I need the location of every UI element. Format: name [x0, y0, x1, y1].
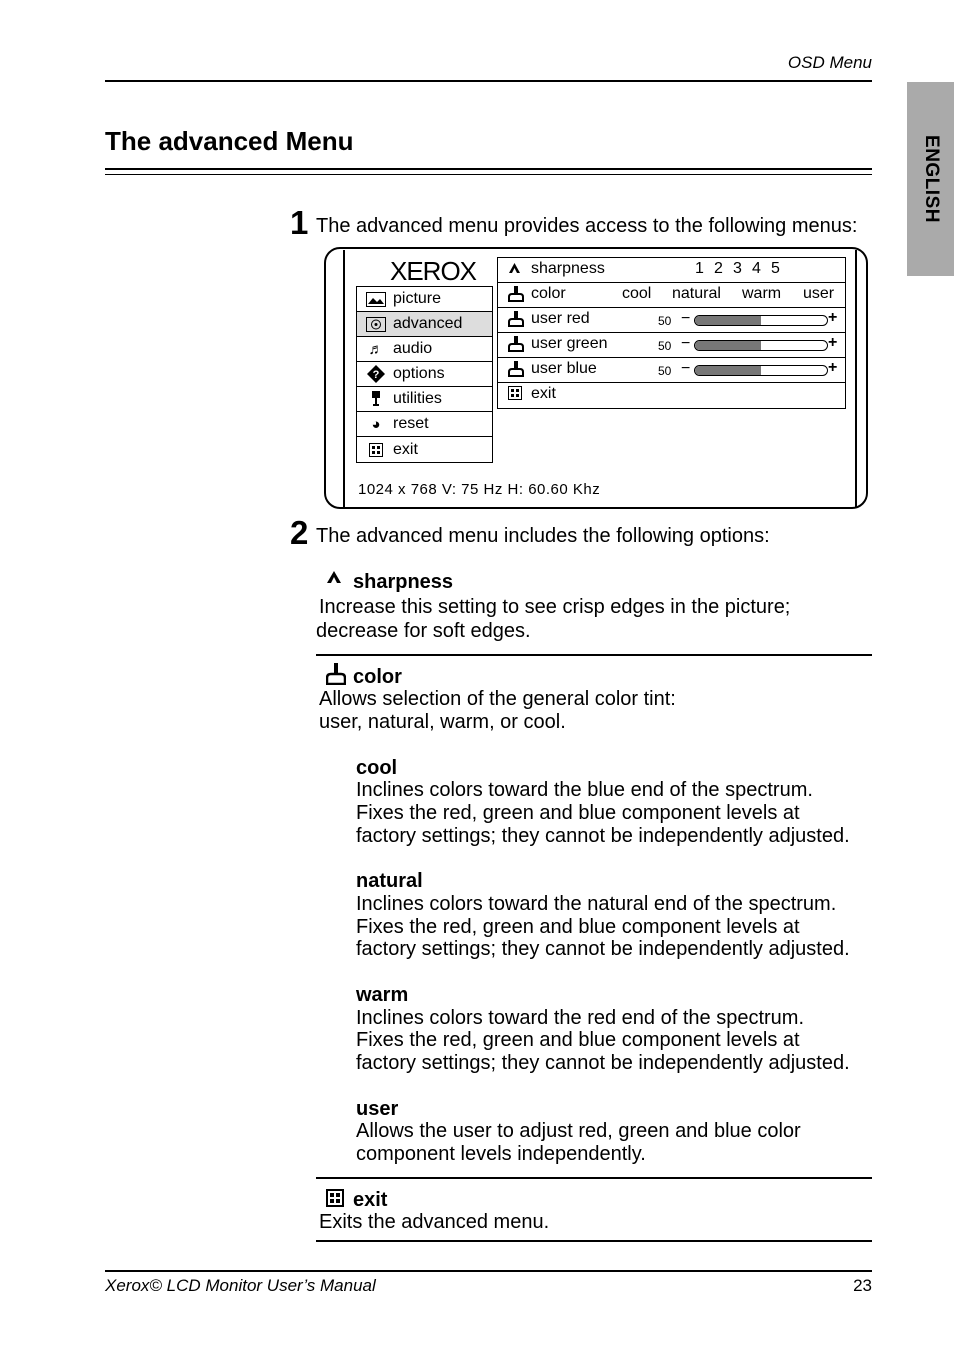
natural-desc-1: Inclines colors toward the natural end of the spectrum. — [356, 893, 837, 915]
exit-icon — [365, 443, 387, 457]
user-red-slider[interactable] — [694, 315, 828, 326]
options-icon — [365, 365, 387, 383]
user-green-slider-fill — [695, 341, 761, 350]
color-option-warm[interactable]: warm — [742, 285, 782, 302]
menu-item-options[interactable]: ? options — [357, 362, 492, 387]
user-red-increase[interactable]: + — [828, 309, 838, 326]
footer-rule — [105, 1270, 872, 1272]
user-blue-slider-fill — [695, 366, 761, 375]
cool-desc-2: Fixes the red, green and blue component levels at — [356, 802, 800, 824]
option-exit[interactable]: exit — [498, 383, 845, 408]
user-blue-slider[interactable] — [694, 365, 828, 376]
color-desc-2: user, natural, warm, or cool. — [319, 711, 566, 733]
advanced-icon — [365, 317, 387, 332]
user-green-decrease[interactable]: − — [681, 335, 691, 352]
osd-resolution-status: 1024 x 768 V: 75 Hz H: 60.60 Khz — [358, 481, 601, 498]
section-label: OSD Menu — [787, 53, 872, 72]
cool-heading: cool — [356, 757, 398, 779]
color-option-user[interactable]: user — [803, 285, 835, 302]
sharpness-desc-2: decrease for soft edges. — [316, 620, 531, 642]
osd-advanced-options — [497, 257, 846, 409]
color-icon — [508, 286, 524, 306]
cool-desc-3: factory settings; they cannot be independently adjusted. — [356, 825, 850, 847]
exit-desc: Exits the advanced menu. — [319, 1211, 550, 1233]
option-user-green[interactable]: user green 50 − + — [498, 333, 845, 358]
sharpness-level-3[interactable]: 3 — [733, 260, 742, 277]
color-option-natural[interactable]: natural — [672, 285, 721, 302]
sharpness-level-1[interactable]: 1 — [695, 260, 704, 277]
menu-item-advanced[interactable]: advanced — [357, 312, 492, 337]
warm-desc-1: Inclines colors toward the red end of the spectrum. — [356, 1007, 805, 1029]
exit-heading: exit — [353, 1189, 388, 1211]
step-1-text: The advanced menu provides access to the following menus: — [316, 215, 858, 237]
user-red-icon — [508, 311, 524, 331]
color-icon — [326, 663, 346, 690]
color-option-cool[interactable]: cool — [622, 285, 652, 302]
sharpness-heading: sharpness — [353, 571, 454, 593]
sharpness-desc-1: Increase this setting to see crisp edges in the picture; — [319, 596, 791, 618]
option-sharpness[interactable]: sharpness 1 2 3 4 5 — [498, 258, 845, 283]
sharpness-level-5[interactable]: 5 — [771, 260, 780, 277]
osd-main-menu — [356, 286, 493, 463]
sharpness-icon — [508, 261, 521, 278]
color-desc-1: Allows selection of the general color tint: — [319, 688, 676, 710]
exit-icon — [326, 1189, 344, 1212]
natural-desc-3: factory settings; they cannot be independently adjusted. — [356, 938, 850, 960]
user-heading: user — [356, 1098, 399, 1120]
option-color[interactable]: color cool natural warm user — [498, 283, 845, 308]
menu-item-reset[interactable]: ◕ reset — [357, 412, 492, 437]
cool-desc-1: Inclines colors toward the blue end of the spectrum. — [356, 779, 813, 801]
footer-title: Xerox© LCD Monitor User’s Manual — [105, 1276, 376, 1295]
color-heading: color — [353, 666, 402, 688]
step-2-number: 2 — [290, 514, 309, 551]
menu-item-utilities[interactable]: utilities — [357, 387, 492, 412]
header-rule — [105, 80, 872, 82]
audio-icon: ♬ — [368, 340, 384, 358]
sharpness-level-2[interactable]: 2 — [714, 260, 723, 277]
picture-icon — [365, 292, 387, 307]
exit-icon — [508, 386, 522, 404]
user-blue-icon — [508, 361, 524, 381]
user-green-slider[interactable] — [694, 340, 828, 351]
user-blue-value: 50 — [658, 364, 672, 378]
user-blue-decrease[interactable]: − — [681, 360, 691, 377]
xerox-logo: XEROX — [390, 256, 477, 286]
reset-icon: ◕ — [371, 415, 381, 433]
step-1-number: 1 — [290, 204, 309, 241]
divider — [316, 1240, 872, 1242]
divider — [316, 654, 872, 656]
natural-desc-2: Fixes the red, green and blue component levels at — [356, 916, 800, 938]
user-green-icon — [508, 336, 524, 356]
user-red-slider-fill — [695, 316, 761, 325]
user-blue-increase[interactable]: + — [828, 359, 838, 376]
warm-heading: warm — [356, 984, 409, 1006]
warm-desc-3: factory settings; they cannot be independently adjusted. — [356, 1052, 850, 1074]
page-title: The advanced Menu — [105, 126, 354, 156]
sharpness-icon — [326, 570, 342, 589]
title-rule-bottom — [105, 174, 872, 175]
user-green-value: 50 — [658, 339, 672, 353]
utilities-icon — [365, 391, 387, 407]
menu-item-picture[interactable]: picture — [357, 287, 492, 312]
title-rule-top — [105, 168, 872, 170]
step-2-text: The advanced menu includes the following options: — [316, 525, 770, 547]
option-user-red[interactable]: user red 50 − + — [498, 308, 845, 333]
user-desc-1: Allows the user to adjust red, green and blue color — [356, 1120, 801, 1142]
svg-text:?: ? — [372, 369, 380, 381]
user-red-decrease[interactable]: − — [681, 310, 691, 327]
divider — [316, 1177, 872, 1179]
natural-heading: natural — [356, 870, 423, 892]
sharpness-level-4[interactable]: 4 — [752, 260, 761, 277]
user-desc-2: component levels independently. — [356, 1143, 646, 1165]
user-green-increase[interactable]: + — [828, 334, 838, 351]
menu-item-exit[interactable]: exit — [357, 437, 492, 462]
page-number: 23 — [853, 1276, 872, 1295]
warm-desc-2: Fixes the red, green and blue component levels at — [356, 1029, 800, 1051]
language-tab: ENGLISH — [907, 82, 954, 276]
user-red-value: 50 — [658, 314, 672, 328]
option-user-blue[interactable]: user blue 50 − + — [498, 358, 845, 383]
menu-item-audio[interactable]: ♬ audio — [357, 337, 492, 362]
